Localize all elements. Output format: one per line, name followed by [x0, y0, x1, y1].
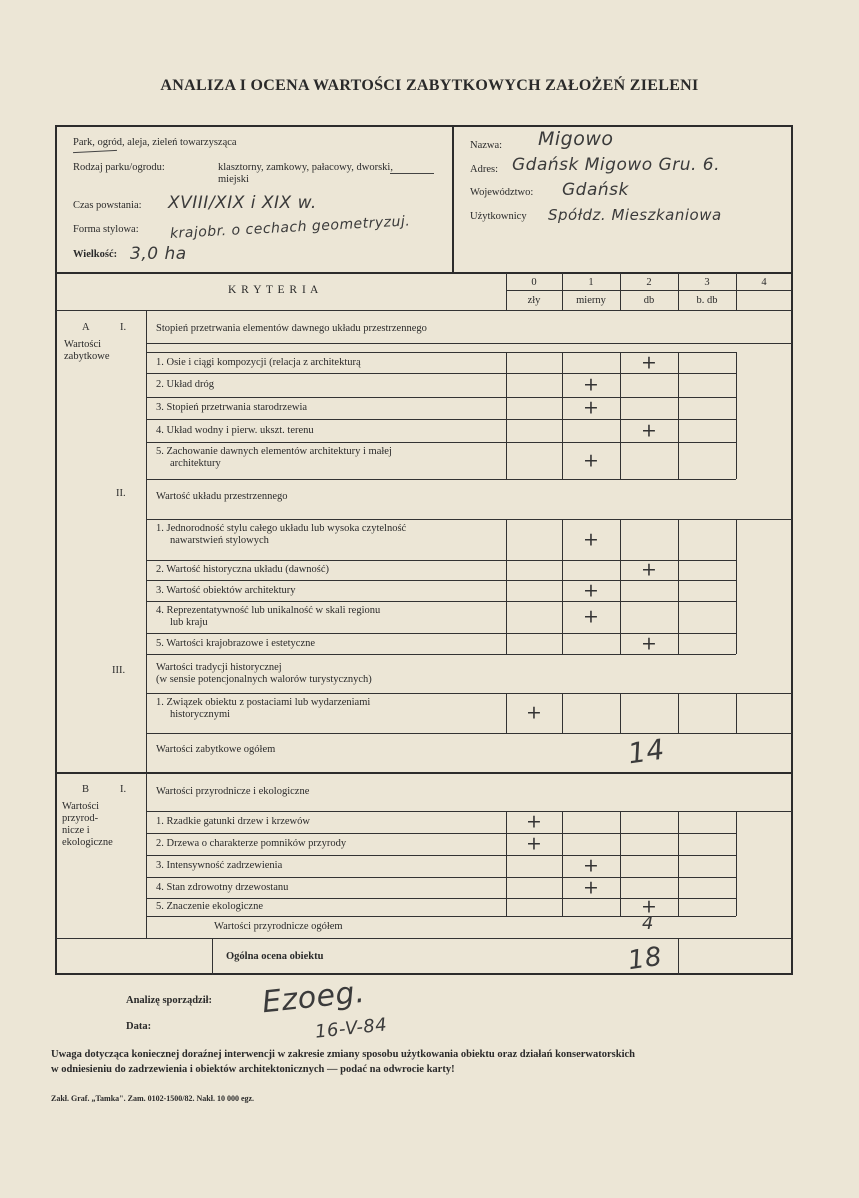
section-divider	[146, 310, 147, 939]
criterion-label: 3. Wartość obiektów architektury	[156, 584, 296, 596]
row-col-line	[678, 601, 679, 633]
row-col-line	[506, 442, 507, 479]
section-a-roman-1: I.	[120, 322, 127, 333]
czas-label: Czas powstania:	[73, 200, 142, 211]
row-bottom-line	[146, 479, 736, 480]
group-b1-heading: Wartości przyrodnicze i ekologiczne	[156, 786, 310, 797]
col-line-2-top	[620, 273, 621, 311]
printer-imprint: Zakł. Graf. „Tamka". Zam. 0102-1500/82. Nakł. 10 000 egz.	[51, 1094, 255, 1103]
form-title: ANALIZA I OCENA WARTOŚCI ZABYTKOWYCH ZAŁOŻEŃ ZIELENI	[160, 77, 699, 94]
row-col-line	[562, 877, 563, 898]
row-col-line	[562, 560, 563, 580]
row-col-line	[620, 877, 621, 898]
criterion-label: 2. Układ dróg	[156, 379, 215, 390]
row-col-line	[678, 560, 679, 580]
wielkosc-label: Wielkość:	[73, 249, 118, 260]
row-col-line	[736, 352, 737, 373]
col-0-name: zły	[527, 295, 541, 306]
section-b-name: Wartości	[62, 801, 100, 812]
row-col-line	[620, 601, 621, 633]
section-b-name-2: przyrod-	[62, 813, 99, 824]
wojewodztwo-label: Województwo:	[470, 187, 534, 198]
col-3-num: 3	[704, 277, 710, 288]
section-a-roman-2: II.	[116, 488, 126, 499]
row-col-line	[506, 833, 507, 855]
row-col-line	[620, 519, 621, 560]
criterion-label: 5. Zachowanie dawnych elementów architektury i małej	[156, 446, 392, 457]
row-col-line	[506, 855, 507, 877]
overall-left-line	[212, 938, 213, 975]
row-col-line	[562, 601, 563, 633]
section-a-letter: A	[82, 322, 90, 333]
col-line-3-top	[678, 273, 679, 311]
row-col-line	[678, 633, 679, 654]
row-col-line	[562, 352, 563, 373]
notice-line-1: Uwaga dotycząca koniecznej doraźnej interwencji w zakresie zmiany sposobu użytkowania obiektu oraz działań konserwatorskich	[51, 1049, 635, 1060]
row-col-line	[620, 898, 621, 916]
group-b1-line	[146, 811, 792, 812]
row-col-line	[678, 693, 679, 733]
col-2-num: 2	[646, 277, 652, 288]
row-col-line	[562, 633, 563, 654]
criterion-label: 1. Związek obiektu z postaciami lub wydarzeniami	[156, 697, 371, 708]
data-label: Data:	[126, 1021, 152, 1032]
row-col-line	[736, 833, 737, 855]
row-col-line	[620, 693, 621, 733]
analize-signature: Ezoeg.	[260, 974, 367, 1021]
row-col-line	[562, 898, 563, 916]
dworski-underline	[390, 173, 434, 174]
row-top-line	[146, 877, 736, 878]
rating-plus-mark: +	[583, 373, 599, 396]
row-col-line	[562, 519, 563, 560]
row-top-line	[146, 855, 736, 856]
row-col-line	[620, 855, 621, 877]
row-col-line	[678, 580, 679, 601]
row-col-line	[678, 519, 679, 560]
rating-plus-mark: +	[526, 810, 542, 833]
zabytkowe-total-top	[146, 733, 792, 734]
row-col-line	[736, 898, 737, 916]
zabytkowe-total-label: Wartości zabytkowe ogółem	[156, 744, 276, 755]
row-col-line	[736, 560, 737, 580]
section-a-roman-3: III.	[112, 665, 126, 676]
row-col-line	[506, 560, 507, 580]
row-col-line	[562, 833, 563, 855]
row-col-line	[678, 877, 679, 898]
rating-plus-mark: +	[641, 351, 657, 373]
rating-plus-mark: +	[641, 895, 657, 918]
col-0-num: 0	[531, 277, 537, 288]
kryteria-heading: K R Y T E R I A	[228, 284, 320, 296]
row-col-line	[506, 811, 507, 833]
row-col-line	[678, 898, 679, 916]
row-col-line	[736, 580, 737, 601]
row-col-line	[562, 693, 563, 733]
col-line-4-top	[736, 273, 737, 311]
row-col-line	[620, 442, 621, 479]
forma-label: Forma stylowa:	[73, 224, 139, 235]
notice-line-2: w odniesieniu do zadrzewienia i obiektów architektonicznych — podać na odwrocie karty!	[51, 1064, 455, 1075]
row-col-line	[562, 855, 563, 877]
row-top-line	[146, 601, 736, 602]
rodzaj-label: Rodzaj parku/ogrodu:	[73, 162, 165, 173]
criterion-label: 3. Intensywność zadrzewienia	[156, 860, 283, 871]
criterion-label: 2. Drzewa o charakterze pomników przyrody	[156, 838, 347, 849]
row-col-line	[678, 811, 679, 833]
row-col-line	[678, 352, 679, 373]
criterion-label: 5. Wartości krajobrazowe i estetyczne	[156, 637, 316, 649]
criterion-label: 2. Wartość historyczna układu (dawność)	[156, 564, 330, 575]
row-col-line	[736, 811, 737, 833]
overall-right-line	[678, 938, 679, 975]
row-col-line	[678, 397, 679, 419]
group-a1-heading: Stopień przetrwania elementów dawnego układu przestrzennego	[156, 323, 427, 334]
col-3-name: b. db	[696, 295, 718, 306]
row-col-line	[506, 419, 507, 442]
criterion-label: 5. Znaczenie ekologiczne	[156, 901, 263, 912]
row-top-line	[146, 580, 736, 581]
header-bottom-line	[56, 272, 792, 274]
row-col-line	[506, 633, 507, 654]
row-top-line	[146, 442, 736, 443]
row-col-line	[678, 855, 679, 877]
row-col-line	[678, 442, 679, 479]
criterion-label-line-2: historycznymi	[170, 709, 231, 720]
row-col-line	[506, 877, 507, 898]
zabytkowe-total-value: 14	[625, 732, 667, 771]
row-col-line	[620, 833, 621, 855]
row-bottom-line	[146, 654, 736, 655]
row-col-line	[506, 580, 507, 601]
rating-plus-mark: +	[641, 419, 657, 441]
rating-plus-mark: +	[583, 396, 599, 419]
rating-plus-mark: +	[583, 854, 599, 877]
row-col-line	[736, 633, 737, 654]
forma-value: krajobr. o cechach geometryzuj.	[169, 213, 411, 242]
row-col-line	[506, 519, 507, 560]
rating-plus-mark: +	[526, 832, 542, 855]
adres-label: Adres:	[470, 164, 498, 175]
criterion-label: 4. Układ wodny i pierw. ukszt. terenu	[156, 424, 314, 436]
row-col-line	[506, 397, 507, 419]
rating-plus-mark: +	[641, 632, 657, 654]
czas-value: XVIII/XIX i XIX w.	[168, 193, 317, 213]
rating-plus-mark: +	[641, 558, 657, 581]
overall-top-line	[56, 938, 792, 939]
row-col-line	[620, 560, 621, 580]
row-col-line	[736, 877, 737, 898]
row-col-line	[736, 373, 737, 397]
group-a1-line	[146, 343, 792, 344]
criterion-label-line-2: lub kraju	[170, 617, 208, 628]
row-col-line	[736, 419, 737, 442]
rating-plus-mark: +	[583, 876, 599, 898]
row-col-line	[506, 601, 507, 633]
criterion-label: 4. Stan zdrowotny drzewostanu	[156, 881, 289, 893]
col-line-0-top	[506, 273, 507, 311]
row-col-line	[736, 397, 737, 419]
row-col-line	[620, 811, 621, 833]
row-col-line	[562, 397, 563, 419]
criterion-label: 1. Jednorodność stylu całego układu lub wysoka czytelność	[156, 523, 407, 534]
section-b-name-4: ekologiczne	[62, 837, 113, 848]
row-top-line	[146, 833, 736, 834]
group-a3-heading-2: (w sensie potencjonalnych walorów turystycznych)	[156, 674, 372, 685]
row-col-line	[506, 373, 507, 397]
nazwa-label: Nazwa:	[470, 140, 503, 151]
row-col-line	[620, 373, 621, 397]
nazwa-value: Migowo	[538, 128, 614, 150]
row-col-line	[562, 419, 563, 442]
row-col-line	[620, 419, 621, 442]
col-1-name: mierny	[576, 295, 606, 306]
section-a-name: Wartości	[64, 339, 102, 350]
uzytkownicy-label: Użytkownicy	[470, 211, 527, 222]
section-b-top-line	[56, 772, 792, 774]
col-4-num: 4	[761, 277, 767, 288]
ogolna-value: 18	[626, 941, 665, 977]
kryteria-col-split	[506, 290, 792, 291]
row-col-line	[620, 580, 621, 601]
wojewodztwo-value: Gdańsk	[562, 180, 629, 200]
przyrodnicze-total-value: 4	[642, 913, 654, 934]
analize-label: Analizę sporządził:	[126, 995, 213, 1006]
row-col-line	[506, 898, 507, 916]
rating-plus-mark: +	[583, 528, 599, 550]
section-b-name-3: nicze i	[62, 825, 90, 836]
wielkosc-value: 3,0 ha	[130, 244, 187, 264]
col-line-1-top	[562, 273, 563, 311]
row-col-line	[736, 693, 737, 733]
data-value: 16-V-84	[314, 1014, 389, 1043]
row-col-line	[736, 601, 737, 633]
criterion-label: 1. Osie i ciągi kompozycji (relacja z architekturą	[156, 356, 361, 368]
row-col-line	[736, 519, 737, 560]
group-a2-heading: Wartość układu przestrzennego	[156, 491, 288, 502]
rating-plus-mark: +	[583, 605, 599, 628]
row-col-line	[506, 693, 507, 733]
object-type-line: Park, ogród, aleja, zieleń towarzysząca	[73, 137, 237, 148]
row-col-line	[736, 442, 737, 479]
row-col-line	[562, 580, 563, 601]
row-col-line	[562, 811, 563, 833]
col-2-name: db	[643, 295, 655, 306]
ogolna-label: Ogólna ocena obiektu	[226, 951, 324, 962]
kryteria-bottom-line	[56, 310, 792, 311]
rating-plus-mark: +	[526, 701, 542, 724]
row-top-line	[146, 693, 736, 694]
criterion-label: 3. Stopień przetrwania starodrzewia	[156, 402, 308, 413]
rating-plus-mark: +	[583, 449, 599, 471]
section-b-roman: I.	[120, 784, 127, 795]
row-col-line	[678, 833, 679, 855]
row-col-line	[736, 855, 737, 877]
uzytkownicy-value: Spółdz. Mieszkaniowa	[548, 206, 722, 224]
row-col-line	[678, 373, 679, 397]
section-b-letter: B	[82, 784, 90, 795]
przyrodnicze-total-label: Wartości przyrodnicze ogółem	[214, 921, 343, 932]
col-1-num: 1	[588, 277, 594, 288]
rodzaj-options-2: miejski	[218, 174, 249, 185]
rodzaj-options: klasztorny, zamkowy, pałacowy, dworski,	[218, 162, 393, 173]
criterion-label: 4. Reprezentatywność lub unikalność w skali regionu	[156, 605, 381, 616]
rating-plus-mark: +	[583, 579, 599, 601]
criterion-label-line-2: architektury	[170, 458, 221, 469]
criterion-label-line-2: nawarstwień stylowych	[170, 535, 269, 546]
row-col-line	[562, 442, 563, 479]
section-a-name-2: zabytkowe	[64, 351, 110, 362]
row-col-line	[620, 633, 621, 654]
adres-value: Gdańsk Migowo Gru. 6.	[512, 155, 721, 175]
row-col-line	[506, 352, 507, 373]
row-top-line	[146, 373, 736, 374]
row-col-line	[620, 397, 621, 419]
criterion-label: 1. Rzadkie gatunki drzew i krzewów	[156, 816, 310, 827]
row-top-line	[146, 519, 736, 520]
row-top-line	[146, 397, 736, 398]
group-a3-heading: Wartości tradycji historycznej	[156, 662, 282, 673]
row-col-line	[678, 419, 679, 442]
row-col-line	[620, 352, 621, 373]
header-divider	[452, 126, 454, 273]
row-col-line	[562, 373, 563, 397]
